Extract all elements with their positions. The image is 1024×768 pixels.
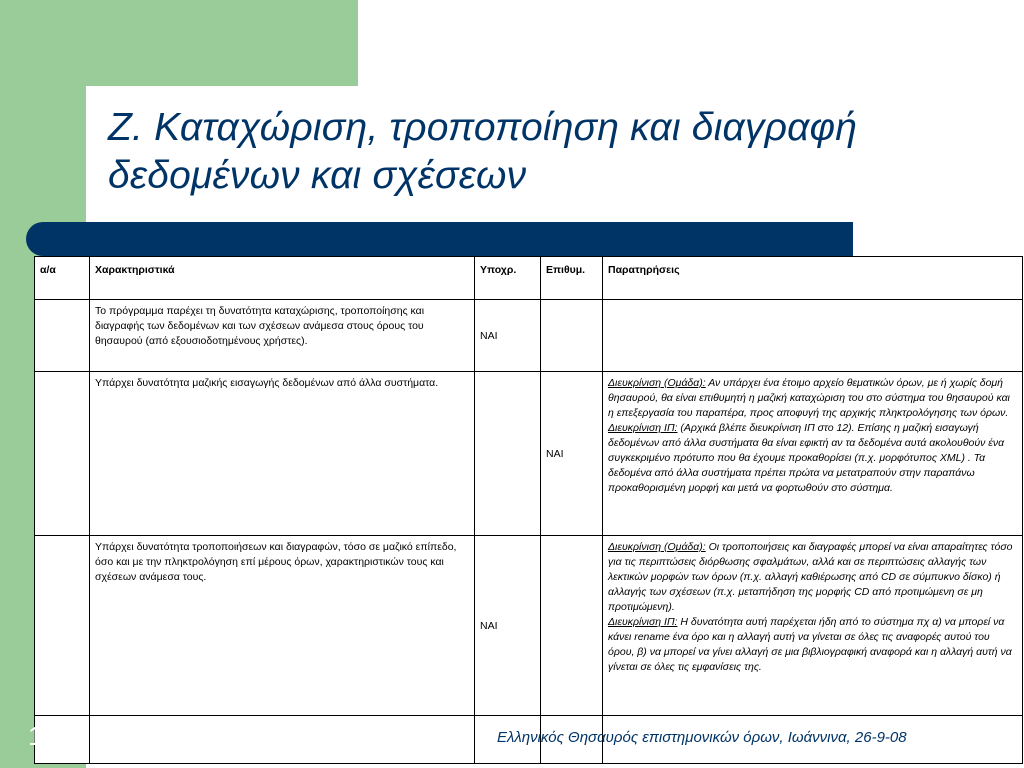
note-ip-text: Η δυνατότητα αυτή παρέχεται ήδη από το σύστημα πχ α) να μπορεί να κάνει rename ένα όρο και η αλλαγή αυτή να γίνεται σε όλες τις αναφορές αυτού του όρου, β) να μπορεί να γίνει αλλαγή σε μια βιβλιογραφική αναφορά και η αλλαγή αυτή να γίνεται σε όλες τις εμφανίσεις της. <box>608 616 1012 673</box>
header-desirable: Επιθυμ. <box>541 257 603 300</box>
note-group-label: Διευκρίνιση (Ομάδα): <box>608 541 706 553</box>
header-notes: Παρατηρήσεις <box>603 257 1023 300</box>
row-required: ΝΑΙ <box>475 300 541 372</box>
note-ip-text: (Αρχικά βλέπε διευκρίνιση ΙΠ στο 12). Επίσης η μαζική εισαγωγή δεδομένων από άλλα συστήματα θα είναι εφικτή αν τα δεδομένα αυτά ακολουθούν ένα συγκεκριμένο πρότυπο που θα έχουμε προκαθορίσει (π.χ. μορφότυπος XML) . Τα δεδομένα από άλλα συστήματα πρέπει πρώτα να μετατραπούν στην παραπάνω προκαθορισμένη μορφή και μετά να φορτωθούν στο σύστημα. <box>608 422 1005 494</box>
row-aa <box>35 300 90 372</box>
title-underline-bar <box>26 222 853 256</box>
row-required <box>475 372 541 536</box>
row-required: ΝΑΙ <box>475 536 541 716</box>
row-notes <box>603 372 1023 536</box>
row-characteristic: Υπάρχει δυνατότητα μαζικής εισαγωγής δεδομένων από άλλα συστήματα. <box>90 372 475 536</box>
row-aa <box>35 372 90 536</box>
note-ip-label: Διευκρίνιση ΙΠ: <box>608 422 678 434</box>
row-notes <box>603 300 1023 372</box>
row-characteristic: Υπάρχει δυνατότητα τροποποιήσεων και διαγραφών, τόσο σε μαζικό επίπεδο, όσο και με την πληκτρολόγηση επί μέρους όρων, χαρακτηριστικών τους και σχέσεων ανάμεσα τους. <box>90 536 475 716</box>
row-desirable <box>541 300 603 372</box>
footer-text: Ελληνικός Θησαυρός επιστημονικών όρων, Ιωάννινα, 26-9-08 <box>497 729 907 746</box>
header-required: Υποχρ. <box>475 257 541 300</box>
note-group-label: Διευκρίνιση (Ομάδα): <box>608 377 706 389</box>
row-notes <box>603 536 1023 716</box>
table-row <box>35 372 1023 536</box>
row-desirable <box>541 536 603 716</box>
row-characteristic <box>90 716 475 764</box>
note-group-text: Αν υπάρχει ένα έτοιμο αρχείο θεματικών όρων, με ή χωρίς δομή θησαυρού, θα είναι επιθυμητή η μαζική καταχώριση του στο σύστημα του θησαυρού και η επεξεργασία του παραπέρα, προς αποφυγή της αρχικής πληκτρολόγησης των όρων. <box>608 377 1010 419</box>
note-group-text: Οι τροποποιήσεις και διαγραφές μπορεί να είναι απαραίτητες τόσο για τις περιπτώσεις διόρθωσης σφαλμάτων, αλλά και σε περιπτώσεις αλλαγής των λεκτικών μορφών των όρων (π.χ. αλλαγή καθιέρωσης από CD σε σύμπυκνο δίσκο) ή αλλαγής των σχέσεων (π.χ. μεταπήδηση της μορφής CD από προτιμώμενη σε μη προτιμώμενη). <box>608 541 1013 613</box>
table-row <box>35 536 1023 716</box>
slide-number: 18 <box>28 721 57 751</box>
row-desirable: ΝΑΙ <box>541 372 603 536</box>
table-row <box>35 300 1023 372</box>
note-ip-label: Διευκρίνιση ΙΠ: <box>608 616 678 628</box>
row-characteristic: Το πρόγραμμα παρέχει τη δυνατότητα καταχώρισης, τροποποίησης και διαγραφής των δεδομένων και των σχέσεων ανάμεσα στους όρους του θησαυρού (από εξουσιοδοτημένους χρήστες). <box>90 300 475 372</box>
decor-green-top <box>0 0 358 86</box>
row-aa <box>35 536 90 716</box>
requirements-table <box>34 256 1023 764</box>
header-aa: α/α <box>35 257 90 300</box>
slide-title: Ζ. Καταχώριση, τροποποίηση και διαγραφή δεδομένων και σχέσεων <box>108 106 858 197</box>
table-header-row <box>35 257 1023 300</box>
header-characteristics: Χαρακτηριστικά <box>90 257 475 300</box>
